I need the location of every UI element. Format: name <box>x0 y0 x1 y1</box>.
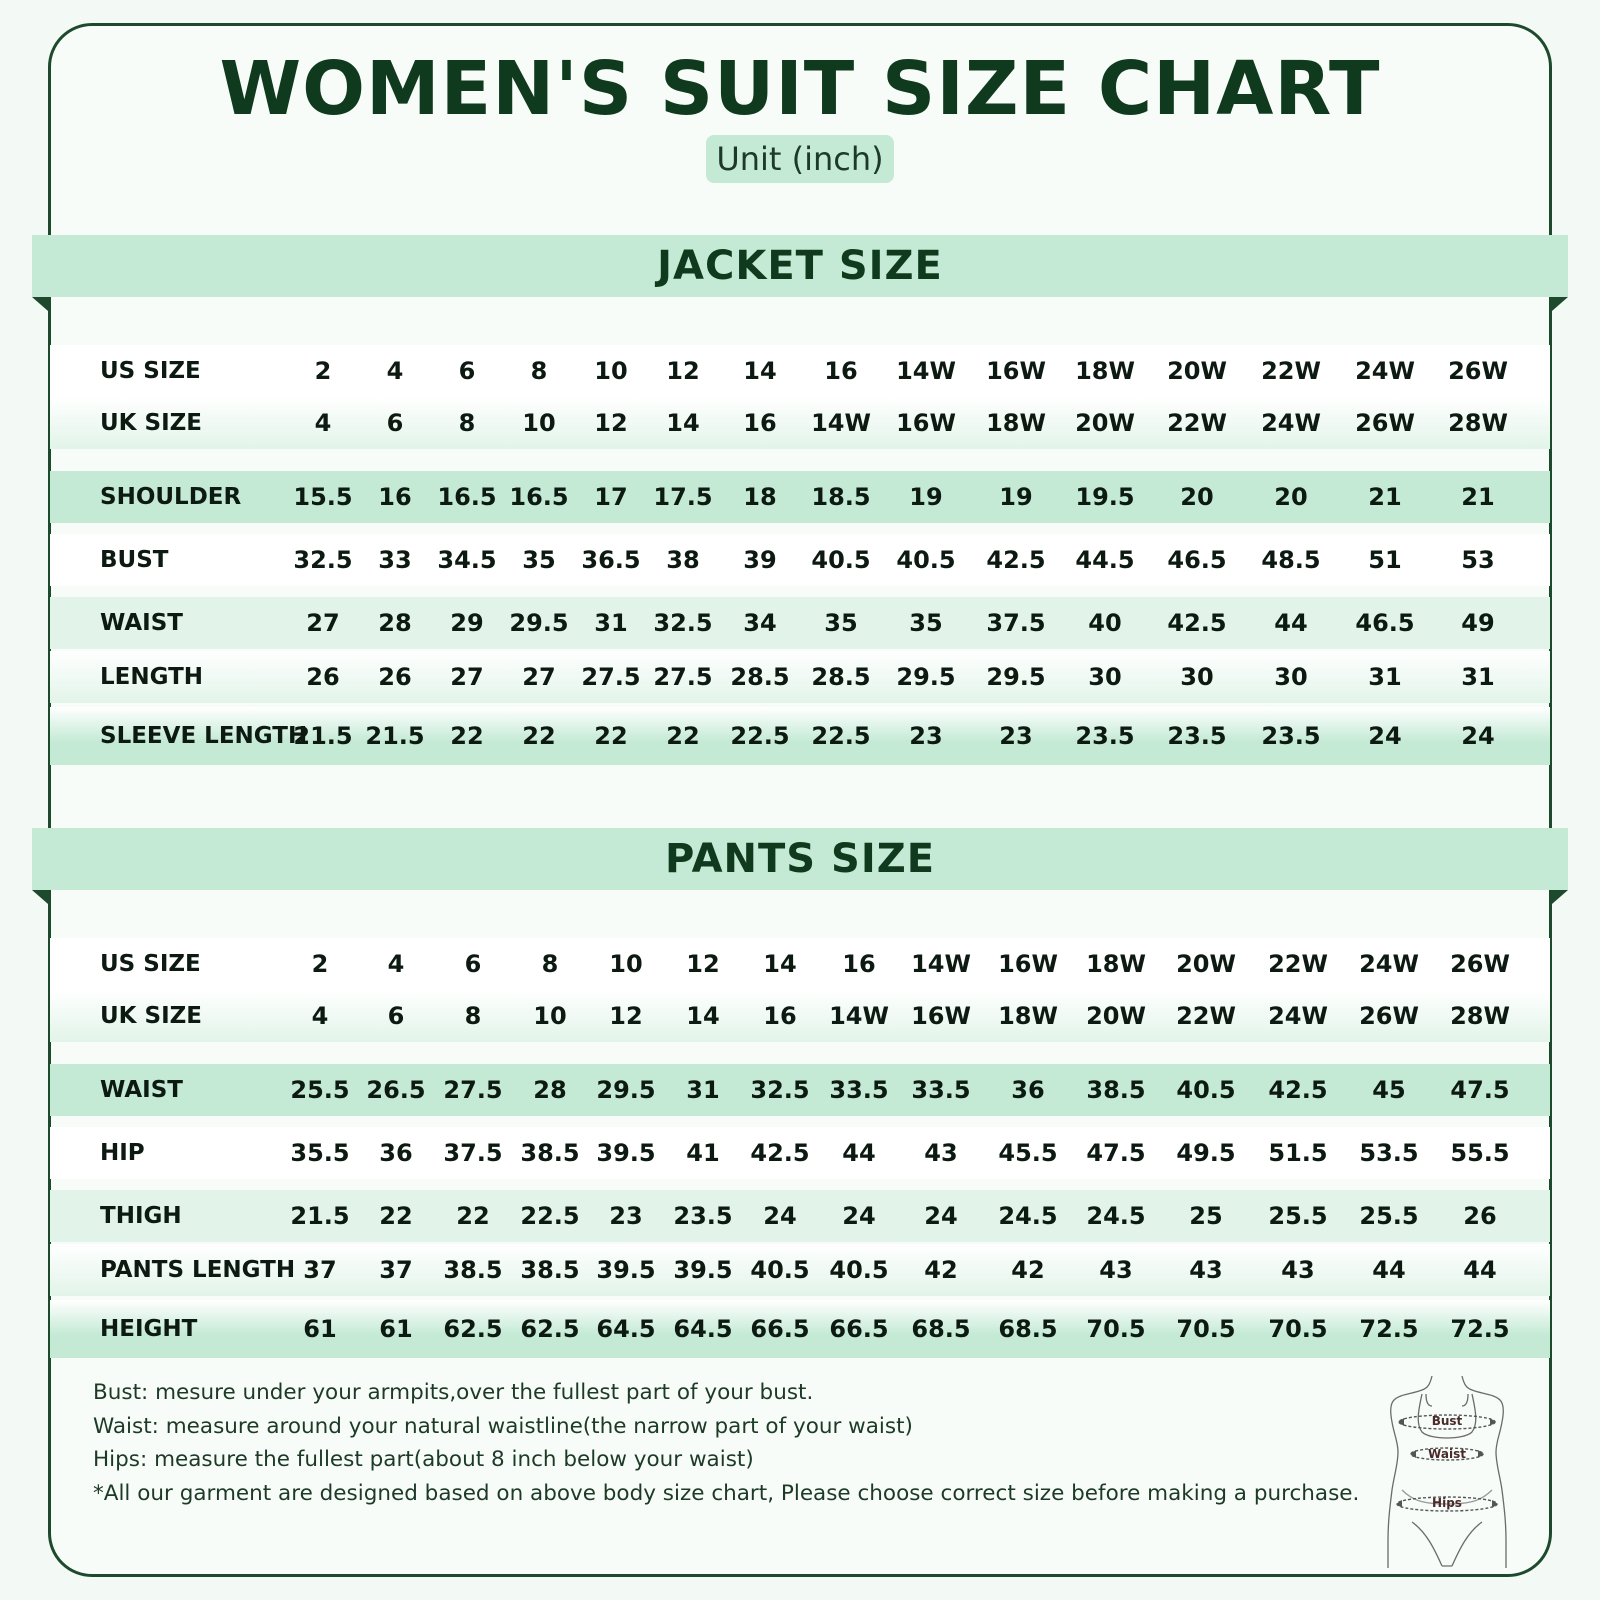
table-cell: 66.5 <box>750 1315 810 1343</box>
table-cell: 23.5 <box>673 1202 733 1230</box>
note-hips: Hips: measure the fullest part(about 8 inch below your waist) <box>93 1447 754 1472</box>
table-cell: 43 <box>1099 1256 1133 1284</box>
table-cell: 12 <box>666 357 700 385</box>
table-cell: 43 <box>1189 1256 1223 1284</box>
table-cell: 33 <box>378 546 412 574</box>
table-cell: 19 <box>999 483 1033 511</box>
table-cell: 42 <box>924 1256 958 1284</box>
table-cell: 24W <box>1268 1002 1328 1030</box>
table-cell: 24 <box>1368 722 1402 750</box>
table-cell: 16 <box>824 357 858 385</box>
table-cell: 22.5 <box>811 722 871 750</box>
table-row <box>50 938 1550 990</box>
table-cell: 43 <box>924 1139 958 1167</box>
table-cell: 22W <box>1268 950 1328 978</box>
table-cell: 14 <box>686 1002 720 1030</box>
table-cell: 26 <box>1463 1202 1497 1230</box>
unit-badge: Unit (inch) <box>706 135 894 183</box>
table-cell: 33.5 <box>911 1076 971 1104</box>
table-cell: 16 <box>763 1002 797 1030</box>
table-cell: 29.5 <box>896 663 956 691</box>
table-cell: 51.5 <box>1268 1139 1328 1167</box>
table-cell: 6 <box>458 357 476 385</box>
table-cell: 37.5 <box>443 1139 503 1167</box>
table-cell: 36 <box>379 1139 413 1167</box>
table-cell: 42 <box>1011 1256 1045 1284</box>
table-row <box>50 597 1550 649</box>
table-cell: 22 <box>450 722 484 750</box>
table-cell: 44 <box>842 1139 876 1167</box>
table-cell: 44 <box>1372 1256 1406 1284</box>
table-cell: 29.5 <box>986 663 1046 691</box>
table-cell: 24 <box>1461 722 1495 750</box>
table-cell: 72.5 <box>1450 1315 1510 1343</box>
table-cell: 38.5 <box>443 1256 503 1284</box>
table-cell: 22W <box>1261 357 1321 385</box>
table-cell: 38 <box>666 546 700 574</box>
table-cell: 21.5 <box>293 722 353 750</box>
table-row <box>50 1300 1550 1358</box>
table-cell: 18W <box>986 409 1046 437</box>
table-cell: 25.5 <box>1268 1202 1328 1230</box>
table-cell: 41 <box>686 1139 720 1167</box>
table-cell: 22 <box>379 1202 413 1230</box>
table-cell: 42.5 <box>750 1139 810 1167</box>
table-cell: 17.5 <box>653 483 713 511</box>
table-cell: 44 <box>1463 1256 1497 1284</box>
table-cell: 48.5 <box>1261 546 1321 574</box>
table-cell: 40.5 <box>1176 1076 1236 1104</box>
table-cell: 39.5 <box>673 1256 733 1284</box>
table-row <box>50 534 1550 586</box>
table-cell: 22 <box>522 722 556 750</box>
table-cell: 21 <box>1368 483 1402 511</box>
table-cell: 17 <box>594 483 628 511</box>
table-row <box>50 707 1550 765</box>
table-cell: 20W <box>1167 357 1227 385</box>
table-cell: 18.5 <box>811 483 871 511</box>
table-cell: 14W <box>911 950 971 978</box>
table-row <box>50 397 1550 449</box>
table-cell: 28.5 <box>730 663 790 691</box>
table-cell: 22W <box>1167 409 1227 437</box>
table-cell: 70.5 <box>1268 1315 1328 1343</box>
table-cell: 14 <box>763 950 797 978</box>
table-cell: 21.5 <box>365 722 425 750</box>
table-cell: 19.5 <box>1075 483 1135 511</box>
page-title: WOMEN'S SUIT SIZE CHART <box>219 46 1381 132</box>
table-cell: 45 <box>1372 1076 1406 1104</box>
banner-fold-right <box>1552 297 1568 311</box>
table-cell: 37 <box>303 1256 337 1284</box>
table-cell: 16W <box>986 357 1046 385</box>
table-row <box>50 471 1550 523</box>
table-cell: 2 <box>314 357 332 385</box>
table-cell: 19 <box>909 483 943 511</box>
table-cell: 12 <box>686 950 720 978</box>
table-cell: 44.5 <box>1075 546 1135 574</box>
row-label: BUST <box>100 547 169 573</box>
table-cell: 27 <box>450 663 484 691</box>
table-cell: 38.5 <box>520 1139 580 1167</box>
table-cell: 32.5 <box>653 609 713 637</box>
table-cell: 14W <box>829 1002 889 1030</box>
row-label: WAIST <box>100 610 183 636</box>
row-label: UK SIZE <box>100 1003 203 1029</box>
table-cell: 43 <box>1281 1256 1315 1284</box>
table-cell: 12 <box>594 409 628 437</box>
table-cell: 4 <box>386 357 404 385</box>
table-cell: 20 <box>1274 483 1308 511</box>
table-row <box>50 651 1550 703</box>
table-cell: 8 <box>464 1002 482 1030</box>
table-cell: 68.5 <box>998 1315 1058 1343</box>
table-cell: 14 <box>666 409 700 437</box>
table-cell: 31 <box>1368 663 1402 691</box>
table-cell: 25.5 <box>290 1076 350 1104</box>
table-cell: 26W <box>1450 950 1510 978</box>
table-cell: 26 <box>378 663 412 691</box>
table-cell: 36 <box>1011 1076 1045 1104</box>
table-cell: 42.5 <box>986 546 1046 574</box>
table-cell: 20W <box>1176 950 1236 978</box>
table-cell: 45.5 <box>998 1139 1058 1167</box>
figure-label-waist: Waist <box>1428 1447 1466 1461</box>
table-cell: 34 <box>743 609 777 637</box>
table-cell: 68.5 <box>911 1315 971 1343</box>
figure-label-bust: Bust <box>1431 1414 1463 1428</box>
table-cell: 53 <box>1461 546 1495 574</box>
table-cell: 40.5 <box>896 546 956 574</box>
table-cell: 16 <box>743 409 777 437</box>
table-cell: 40.5 <box>829 1256 889 1284</box>
table-cell: 22.5 <box>520 1202 580 1230</box>
table-cell: 53.5 <box>1359 1139 1419 1167</box>
table-cell: 29 <box>450 609 484 637</box>
table-row <box>50 1190 1550 1242</box>
row-label: HIP <box>100 1140 145 1166</box>
table-cell: 40 <box>1088 609 1122 637</box>
table-cell: 21 <box>1461 483 1495 511</box>
table-cell: 49.5 <box>1176 1139 1236 1167</box>
table-cell: 21.5 <box>290 1202 350 1230</box>
jacket-section-banner: JACKET SIZE <box>32 235 1568 297</box>
table-cell: 40.5 <box>750 1256 810 1284</box>
table-cell: 64.5 <box>596 1315 656 1343</box>
table-row <box>50 345 1550 397</box>
table-cell: 20W <box>1075 409 1135 437</box>
table-cell: 24 <box>842 1202 876 1230</box>
table-cell: 25.5 <box>1359 1202 1419 1230</box>
table-cell: 36.5 <box>581 546 641 574</box>
table-cell: 42.5 <box>1167 609 1227 637</box>
table-cell: 24W <box>1355 357 1415 385</box>
table-cell: 6 <box>387 1002 405 1030</box>
table-cell: 18 <box>743 483 777 511</box>
table-cell: 14 <box>743 357 777 385</box>
table-cell: 26 <box>306 663 340 691</box>
table-cell: 29.5 <box>596 1076 656 1104</box>
row-label: WAIST <box>100 1077 183 1103</box>
table-cell: 16W <box>911 1002 971 1030</box>
table-cell: 35.5 <box>290 1139 350 1167</box>
figure-label-hips: Hips <box>1432 1496 1462 1510</box>
table-cell: 24 <box>924 1202 958 1230</box>
table-cell: 4 <box>387 950 405 978</box>
table-cell: 22 <box>666 722 700 750</box>
table-cell: 27.5 <box>653 663 713 691</box>
pants-section-banner: PANTS SIZE <box>32 828 1568 890</box>
banner-fold-left <box>32 297 48 311</box>
table-cell: 37 <box>379 1256 413 1284</box>
table-cell: 61 <box>379 1315 413 1343</box>
row-label: PANTS LENGTH <box>100 1257 296 1283</box>
table-cell: 14W <box>811 409 871 437</box>
table-cell: 49 <box>1461 609 1495 637</box>
table-cell: 70.5 <box>1176 1315 1236 1343</box>
row-label: HEIGHT <box>100 1316 198 1342</box>
table-cell: 38.5 <box>1086 1076 1146 1104</box>
table-cell: 28W <box>1448 409 1508 437</box>
table-cell: 35 <box>909 609 943 637</box>
table-cell: 44 <box>1274 609 1308 637</box>
table-cell: 27.5 <box>443 1076 503 1104</box>
table-cell: 39 <box>743 546 777 574</box>
table-row <box>50 1127 1550 1179</box>
table-cell: 28 <box>378 609 412 637</box>
table-cell: 24.5 <box>1086 1202 1146 1230</box>
table-cell: 64.5 <box>673 1315 733 1343</box>
measurement-notes <box>93 1376 1393 1510</box>
table-cell: 32.5 <box>750 1076 810 1104</box>
row-label: US SIZE <box>100 358 201 384</box>
table-cell: 30 <box>1274 663 1308 691</box>
table-cell: 22.5 <box>730 722 790 750</box>
table-cell: 4 <box>314 409 332 437</box>
table-cell: 47.5 <box>1450 1076 1510 1104</box>
table-cell: 10 <box>522 409 556 437</box>
table-cell: 39.5 <box>596 1256 656 1284</box>
row-label: LENGTH <box>100 664 204 690</box>
table-cell: 30 <box>1180 663 1214 691</box>
row-label: THIGH <box>100 1203 182 1229</box>
table-cell: 26W <box>1355 409 1415 437</box>
table-cell: 37.5 <box>986 609 1046 637</box>
table-cell: 23.5 <box>1075 722 1135 750</box>
table-cell: 15.5 <box>293 483 353 511</box>
note-disclaimer: *All our garment are designed based on above body size chart, Please choose correct size before making a purchase. <box>93 1480 1360 1506</box>
table-cell: 24.5 <box>998 1202 1058 1230</box>
table-cell: 14W <box>896 357 956 385</box>
table-cell: 33.5 <box>829 1076 889 1104</box>
table-cell: 16 <box>378 483 412 511</box>
table-cell: 42.5 <box>1268 1076 1328 1104</box>
table-cell: 26W <box>1359 1002 1419 1030</box>
table-cell: 70.5 <box>1086 1315 1146 1343</box>
table-cell: 22 <box>456 1202 490 1230</box>
table-cell: 18W <box>1075 357 1135 385</box>
table-cell: 6 <box>464 950 482 978</box>
table-cell: 32.5 <box>293 546 353 574</box>
table-cell: 23.5 <box>1167 722 1227 750</box>
table-cell: 10 <box>533 1002 567 1030</box>
table-cell: 31 <box>686 1076 720 1104</box>
table-cell: 31 <box>594 609 628 637</box>
table-cell: 66.5 <box>829 1315 889 1343</box>
table-cell: 27 <box>306 609 340 637</box>
table-cell: 18W <box>998 1002 1058 1030</box>
table-row <box>50 990 1550 1042</box>
table-cell: 10 <box>594 357 628 385</box>
table-cell: 20 <box>1180 483 1214 511</box>
table-cell: 72.5 <box>1359 1315 1419 1343</box>
note-bust: Bust: mesure under your armpits,over the fullest part of your bust. <box>93 1380 814 1405</box>
table-cell: 22W <box>1176 1002 1236 1030</box>
table-cell: 46.5 <box>1167 546 1227 574</box>
banner-fold-left <box>32 890 48 904</box>
table-cell: 55.5 <box>1450 1139 1510 1167</box>
table-cell: 28W <box>1450 1002 1510 1030</box>
table-cell: 24 <box>763 1202 797 1230</box>
table-cell: 16 <box>842 950 876 978</box>
table-cell: 28 <box>533 1076 567 1104</box>
table-cell: 61 <box>303 1315 337 1343</box>
table-cell: 35 <box>522 546 556 574</box>
row-label: US SIZE <box>100 951 201 977</box>
table-cell: 47.5 <box>1086 1139 1146 1167</box>
body-measurement-figure <box>1382 1372 1512 1572</box>
table-cell: 31 <box>1461 663 1495 691</box>
table-cell: 23 <box>609 1202 643 1230</box>
table-cell: 62.5 <box>520 1315 580 1343</box>
table-row <box>50 1064 1550 1116</box>
table-cell: 24W <box>1359 950 1419 978</box>
table-cell: 16.5 <box>437 483 497 511</box>
table-cell: 30 <box>1088 663 1122 691</box>
table-cell: 29.5 <box>509 609 569 637</box>
row-label: SLEEVE LENGTH <box>100 723 308 749</box>
table-cell: 25 <box>1189 1202 1223 1230</box>
table-cell: 20W <box>1086 1002 1146 1030</box>
table-cell: 35 <box>824 609 858 637</box>
table-cell: 24W <box>1261 409 1321 437</box>
table-cell: 12 <box>609 1002 643 1030</box>
table-cell: 26W <box>1448 357 1508 385</box>
table-cell: 23 <box>909 722 943 750</box>
table-cell: 22 <box>594 722 628 750</box>
table-cell: 26.5 <box>366 1076 426 1104</box>
table-cell: 18W <box>1086 950 1146 978</box>
table-cell: 51 <box>1368 546 1402 574</box>
row-label: UK SIZE <box>100 410 203 436</box>
table-row <box>50 1244 1550 1296</box>
banner-fold-right <box>1552 890 1568 904</box>
table-cell: 38.5 <box>520 1256 580 1284</box>
table-cell: 6 <box>386 409 404 437</box>
table-cell: 16W <box>998 950 1058 978</box>
table-cell: 27.5 <box>581 663 641 691</box>
table-cell: 8 <box>458 409 476 437</box>
table-cell: 23 <box>999 722 1033 750</box>
table-cell: 28.5 <box>811 663 871 691</box>
note-waist: Waist: measure around your natural waistline(the narrow part of your waist) <box>93 1413 913 1439</box>
row-label: SHOULDER <box>100 484 242 510</box>
table-cell: 2 <box>311 950 329 978</box>
table-cell: 8 <box>530 357 548 385</box>
table-cell: 40.5 <box>811 546 871 574</box>
table-cell: 46.5 <box>1355 609 1415 637</box>
table-cell: 27 <box>522 663 556 691</box>
table-cell: 4 <box>311 1002 329 1030</box>
table-cell: 39.5 <box>596 1139 656 1167</box>
table-cell: 16W <box>896 409 956 437</box>
table-cell: 23.5 <box>1261 722 1321 750</box>
table-cell: 16.5 <box>509 483 569 511</box>
table-cell: 62.5 <box>443 1315 503 1343</box>
table-cell: 10 <box>609 950 643 978</box>
table-cell: 8 <box>541 950 559 978</box>
table-cell: 34.5 <box>437 546 497 574</box>
